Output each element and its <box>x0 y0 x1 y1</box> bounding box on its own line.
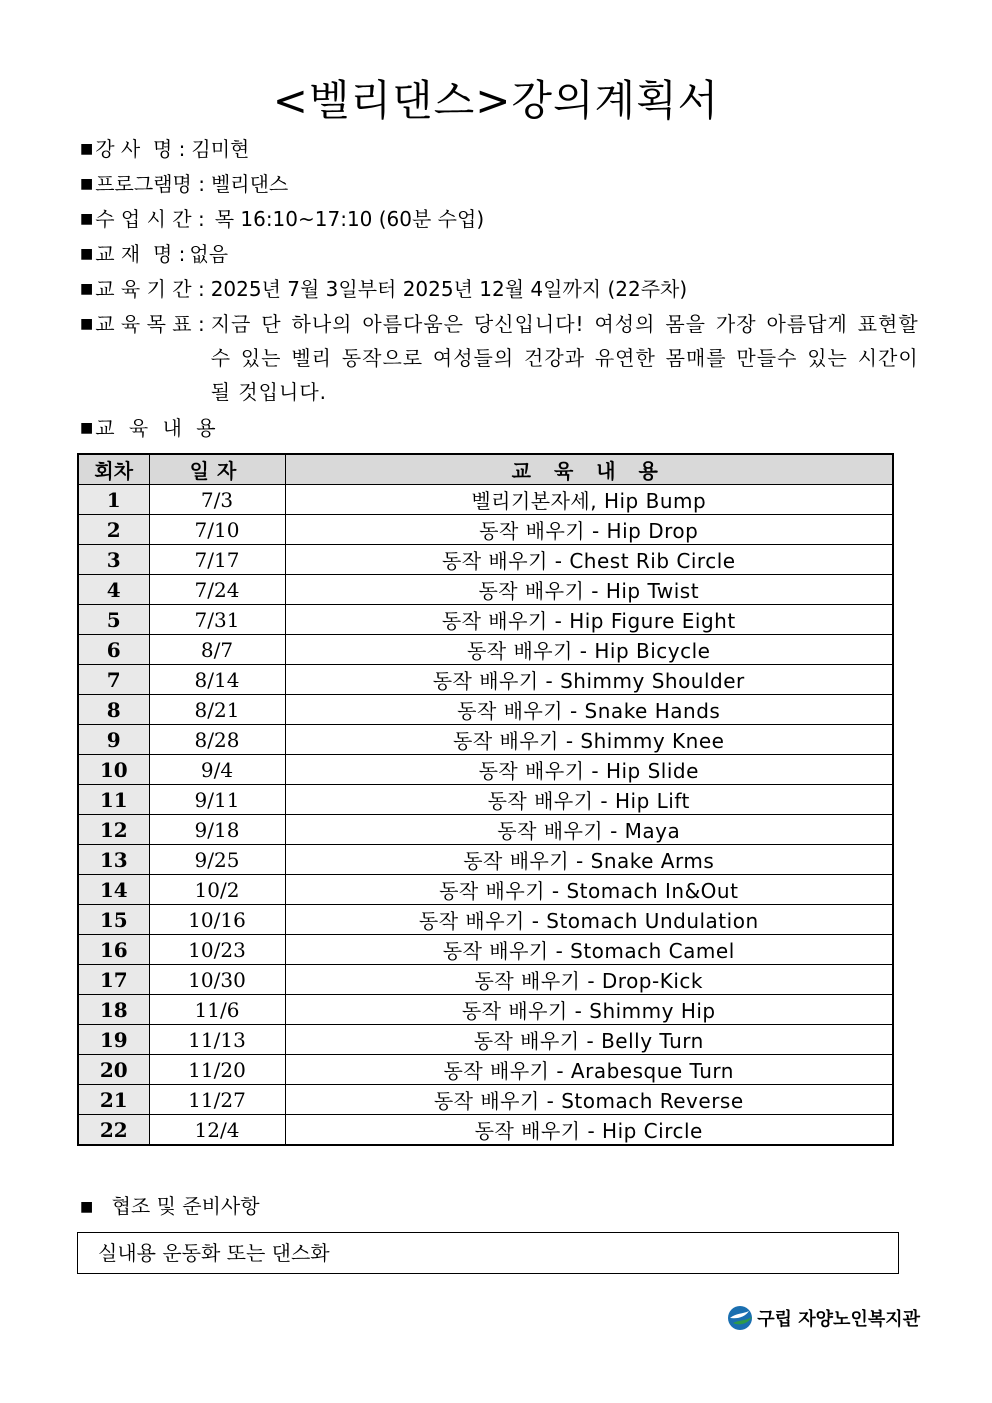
session-number: 10 <box>78 755 149 785</box>
schedule-table <box>77 453 894 1146</box>
bullet-icon: ■ <box>80 316 94 332</box>
content-heading-row <box>80 411 940 445</box>
session-date: 8/21 <box>149 695 285 725</box>
session-date: 10/16 <box>149 905 285 935</box>
header-date: 일자 <box>149 454 285 485</box>
session-content: 동작 배우기 - Stomach Camel <box>285 935 893 965</box>
session-date: 9/25 <box>149 845 285 875</box>
session-date: 8/14 <box>149 665 285 695</box>
session-number: 13 <box>78 845 149 875</box>
session-number: 2 <box>78 515 149 545</box>
session-date: 9/18 <box>149 815 285 845</box>
page-title: <벨리댄스>강의계획서 <box>272 76 720 125</box>
goal-value: 지금 단 하나의 아름다움은 당신입니다! 여성의 몸을 가장 아름답게 표현할 수 있는 벨리 동작으로 여성들의 건강과 유연한 몸매를 만들수 있는 시간이 될 것입니다. <box>210 312 919 404</box>
table-row <box>78 1055 893 1085</box>
bullet-icon: ■ <box>80 211 94 227</box>
session-number: 8 <box>78 695 149 725</box>
table-row <box>78 965 893 995</box>
bullet-icon: ■ <box>80 141 94 157</box>
session-number: 4 <box>78 575 149 605</box>
time-value: 목 16:10~17:10 (60분 수업) <box>214 207 485 231</box>
table-row <box>78 935 893 965</box>
prep-heading-row <box>80 1190 260 1219</box>
period-row <box>80 272 940 306</box>
table-header-row <box>78 454 893 485</box>
prep-box <box>77 1232 899 1274</box>
textbook-label: 교 재 명 : <box>95 242 186 266</box>
session-number: 20 <box>78 1055 149 1085</box>
session-date: 12/4 <box>149 1115 285 1146</box>
session-date: 7/17 <box>149 545 285 575</box>
session-content: 동작 배우기 - Shimmy Knee <box>285 725 893 755</box>
session-number: 19 <box>78 1025 149 1055</box>
instructor-label: 강 사 명 : <box>95 137 186 161</box>
session-content: 동작 배우기 - Belly Turn <box>285 1025 893 1055</box>
time-label: 수 업 시 간 : <box>95 207 205 231</box>
header-session: 회차 <box>78 454 149 485</box>
table-row <box>78 665 893 695</box>
session-date: 11/6 <box>149 995 285 1025</box>
bullet-icon: ■ <box>80 281 94 297</box>
session-content: 동작 배우기 - Snake Arms <box>285 845 893 875</box>
goal-label: 교 육 목 표 : <box>95 312 205 336</box>
table-row <box>78 485 893 515</box>
session-number: 15 <box>78 905 149 935</box>
table-row <box>78 575 893 605</box>
session-date: 7/3 <box>149 485 285 515</box>
textbook-row <box>80 237 940 271</box>
session-content: 동작 배우기 - Drop-Kick <box>285 965 893 995</box>
table-row <box>78 1025 893 1055</box>
session-date: 8/7 <box>149 635 285 665</box>
program-label: 프로그램명 : <box>95 172 205 196</box>
program-row <box>80 167 940 201</box>
table-row <box>78 1085 893 1115</box>
session-number: 1 <box>78 485 149 515</box>
content-heading: 교 육 내 용 <box>95 416 220 440</box>
session-date: 7/31 <box>149 605 285 635</box>
textbook-value: 없음 <box>189 242 229 266</box>
session-number: 22 <box>78 1115 149 1146</box>
session-date: 11/27 <box>149 1085 285 1115</box>
session-content: 동작 배우기 - Hip Figure Eight <box>285 605 893 635</box>
table-row <box>78 545 893 575</box>
table-row <box>78 905 893 935</box>
session-content: 동작 배우기 - Maya <box>285 815 893 845</box>
session-number: 6 <box>78 635 149 665</box>
table-row <box>78 845 893 875</box>
session-number: 11 <box>78 785 149 815</box>
instructor-value: 김미현 <box>191 137 250 161</box>
session-number: 16 <box>78 935 149 965</box>
bullet-icon: ■ <box>80 420 94 436</box>
instructor-row <box>80 132 940 166</box>
session-content: 동작 배우기 - Stomach In&Out <box>285 875 893 905</box>
welfare-center-logo-icon <box>727 1305 755 1331</box>
session-content: 동작 배우기 - Shimmy Shoulder <box>285 665 893 695</box>
session-date: 11/20 <box>149 1055 285 1085</box>
session-content: 벨리기본자세, Hip Bump <box>285 485 893 515</box>
session-number: 5 <box>78 605 149 635</box>
table-row <box>78 995 893 1025</box>
table-row <box>78 605 893 635</box>
session-number: 3 <box>78 545 149 575</box>
session-content: 동작 배우기 - Arabesque Turn <box>285 1055 893 1085</box>
table-row <box>78 755 893 785</box>
session-date: 9/11 <box>149 785 285 815</box>
table-row <box>78 695 893 725</box>
program-value: 벨리댄스 <box>210 172 289 196</box>
table-row <box>78 635 893 665</box>
session-content: 동작 배우기 - Hip Circle <box>285 1115 893 1146</box>
session-date: 10/30 <box>149 965 285 995</box>
session-number: 21 <box>78 1085 149 1115</box>
prep-heading: 협조 및 준비사항 <box>111 1194 260 1218</box>
session-number: 17 <box>78 965 149 995</box>
session-content: 동작 배우기 - Hip Lift <box>285 785 893 815</box>
session-number: 9 <box>78 725 149 755</box>
period-label: 교 육 기 간 : <box>95 277 205 301</box>
goal-row <box>80 307 940 409</box>
time-row <box>80 202 940 236</box>
session-date: 11/13 <box>149 1025 285 1055</box>
bullet-icon: ■ <box>80 246 94 262</box>
session-number: 18 <box>78 995 149 1025</box>
session-content: 동작 배우기 - Chest Rib Circle <box>285 545 893 575</box>
session-date: 7/24 <box>149 575 285 605</box>
session-content: 동작 배우기 - Snake Hands <box>285 695 893 725</box>
session-content: 동작 배우기 - Stomach Reverse <box>285 1085 893 1115</box>
session-content: 동작 배우기 - Hip Drop <box>285 515 893 545</box>
session-date: 8/28 <box>149 725 285 755</box>
session-date: 9/4 <box>149 755 285 785</box>
table-row <box>78 875 893 905</box>
session-date: 10/2 <box>149 875 285 905</box>
session-content: 동작 배우기 - Shimmy Hip <box>285 995 893 1025</box>
period-value: 2025년 7월 3일부터 2025년 12월 4일까지 (22주차) <box>210 277 688 301</box>
session-content: 동작 배우기 - Hip Bicycle <box>285 635 893 665</box>
table-row <box>78 1115 893 1146</box>
session-content: 동작 배우기 - Hip Twist <box>285 575 893 605</box>
table-row <box>78 515 893 545</box>
session-number: 7 <box>78 665 149 695</box>
table-row <box>78 785 893 815</box>
session-date: 7/10 <box>149 515 285 545</box>
header-content: 교 육 내 용 <box>285 454 893 485</box>
table-row <box>78 725 893 755</box>
session-date: 10/23 <box>149 935 285 965</box>
session-content: 동작 배우기 - Stomach Undulation <box>285 905 893 935</box>
session-content: 동작 배우기 - Hip Slide <box>285 755 893 785</box>
bullet-icon: ■ <box>80 1199 94 1215</box>
logo-text: 구립 자양노인복지관 <box>757 1309 920 1330</box>
prep-text: 실내용 운동화 또는 댄스화 <box>98 1241 330 1265</box>
bullet-icon: ■ <box>80 176 94 192</box>
session-number: 14 <box>78 875 149 905</box>
session-number: 12 <box>78 815 149 845</box>
footer-logo <box>727 1305 920 1331</box>
table-row <box>78 815 893 845</box>
